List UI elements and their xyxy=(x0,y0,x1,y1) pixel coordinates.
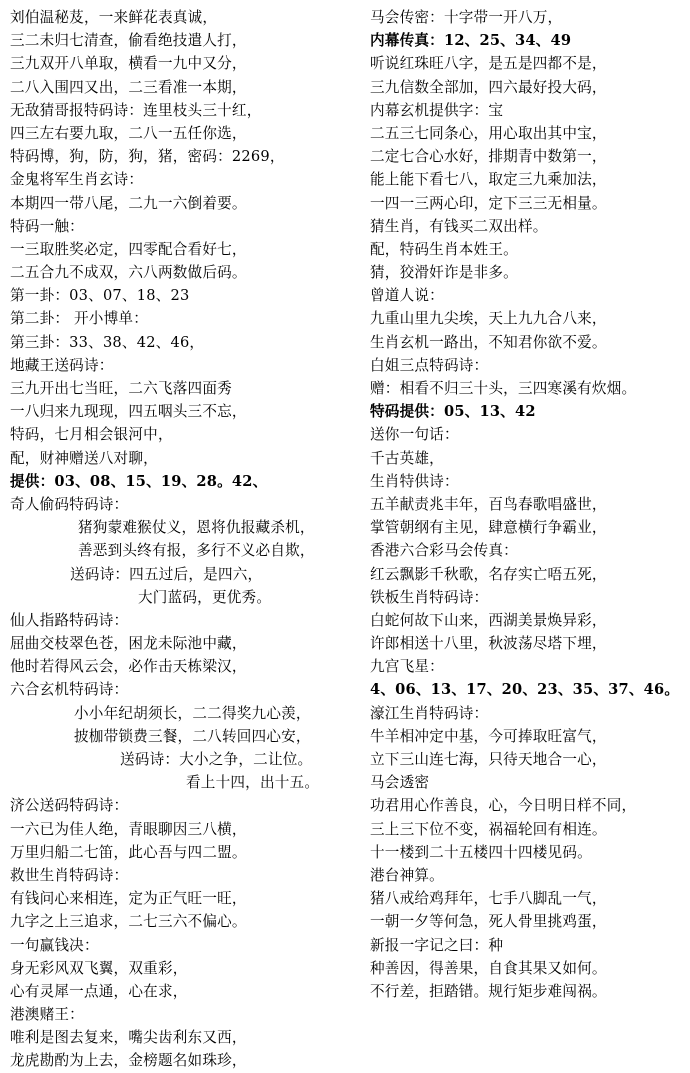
section-heading: 仙人指路特码诗： xyxy=(10,611,129,629)
section-heading: 濠江生肖特码诗： xyxy=(370,704,489,722)
text-line: 万里归船二七笛，此心吾与四二盟。 xyxy=(10,843,247,861)
section-heading: 金鬼将军生肖玄诗： xyxy=(10,171,144,189)
text-line: 特码博，狗，防，狗，猪，密码：2269， xyxy=(10,148,285,166)
text-line: 一四一三两心印，定下三三无相量。 xyxy=(370,194,607,212)
numbers-line: 内幕传真：12、25、34、49 xyxy=(370,32,572,50)
numbers-line: 提供：03、08、15、19、28。42、 xyxy=(10,472,268,490)
section-heading: 奇人偷码特码诗： xyxy=(10,495,129,513)
section-heading: 九宫飞星： xyxy=(370,658,444,676)
text-line: 看上十四，出十五。 xyxy=(186,774,320,792)
text-line: 配，财神赠送八对聊， xyxy=(10,449,158,467)
text-line: 九重山里九尖埃，天上九九合八来， xyxy=(370,310,607,328)
text-line: 他时若得风云会，必作击天栋梁汉， xyxy=(10,658,247,676)
text-line: 四三左右要九取，二八一五任你选， xyxy=(10,124,247,142)
text-line: 第二卦： 开小博单： xyxy=(10,310,148,328)
text-line: 刘伯温秘芨，一来鲜花表真诚， xyxy=(10,9,218,26)
text-line: 善恶到头终有报，多行不义必自欺， xyxy=(78,542,315,560)
section-heading: 生肖特供诗： xyxy=(370,472,459,490)
text-line: 猜生肖，有钱买二双出样。 xyxy=(370,217,548,235)
section-heading: 马会透密 xyxy=(370,774,430,792)
text-line: 新报一字记之曰：种 xyxy=(370,936,504,954)
section-heading: 铁板生肖特码诗： xyxy=(370,588,489,606)
text-line: 一朝一夕等何急，死人骨里挑鸡蛋， xyxy=(370,913,607,931)
text-line: 配，特码生肖本姓王。 xyxy=(370,240,518,258)
text-line: 特码，七月相会银河中， xyxy=(10,426,173,444)
numbers-line: 特码提供：05、13、42 xyxy=(370,403,536,421)
text-line: 三九双开八单取，横看一九中又分， xyxy=(10,55,247,73)
section-heading: 济公送码特码诗： xyxy=(10,797,129,815)
text-line: 猪八戒给鸡拜年，七手八脚乱一气， xyxy=(370,890,607,908)
text-line: 三二未归七清查，偷看绝技遣人打， xyxy=(10,32,247,50)
section-heading: 地藏王送码诗： xyxy=(10,356,114,374)
text-line: 本期四一带八尾，二九一六倒着要。 xyxy=(10,194,247,212)
text-line: 二八入围四又出，二三看准一本期， xyxy=(10,78,247,96)
text-line: 五羊献责兆丰年，百鸟春歌唱盛世， xyxy=(370,495,607,513)
text-line: 三九开出七当旺，二六飞落四面秀 xyxy=(10,380,232,397)
text-line: 马会传密：十字带一开八万， xyxy=(370,9,563,26)
section-heading: 救世生肖特码诗： xyxy=(10,866,129,884)
text-line: 送码诗：大小之争，二让位。 xyxy=(120,751,313,768)
section-heading: 白姐三点特码诗： xyxy=(370,356,489,374)
text-line: 二五合九不成双，六八两数做后码。 xyxy=(10,264,247,282)
text-line: 无敌猜哥报特码诗：连里枝头三十红， xyxy=(10,101,262,119)
text-line: 能上能下看七八，取定三九乘加法， xyxy=(370,171,607,189)
text-line: 红云飘影千秋歌，名存实亡唔五死， xyxy=(370,565,607,583)
section-heading: 六合玄机特码诗： xyxy=(10,681,129,699)
text-line: 送码诗：四五过后，是四六， xyxy=(70,565,263,583)
text-line: 十一楼到二十五楼四十四楼见码。 xyxy=(370,843,592,861)
text-line: 身无彩风双飞翼，双重彩， xyxy=(10,959,188,977)
text-line: 听说红珠旺八字，是五是四都不是， xyxy=(370,55,607,73)
text-line: 屈曲交枝翠色苍，困龙未际池中藏， xyxy=(10,635,247,653)
section-heading: 港澳赌王： xyxy=(10,1006,84,1024)
text-line: 三上三下位不变，祸福轮回有相连。 xyxy=(370,820,607,838)
text-line: 掌管朝纲有主见，肆意横行争霸业， xyxy=(370,519,607,537)
text-line: 心有灵犀一点通，心在求， xyxy=(10,982,188,1000)
text-line: 三九信数全部加，四六最好投大码， xyxy=(370,78,607,96)
text-line: 猪狗蒙难猴仗义，恩将仇报藏杀机， xyxy=(78,519,315,537)
text-line: 千古英雄， xyxy=(370,449,444,467)
text-line: 一六已为佳人绝，青眼聊因三八横， xyxy=(10,820,247,838)
right-text-column xyxy=(370,6,686,1003)
section-heading: 送你一句话： xyxy=(370,426,459,444)
section-heading: 特码一触： xyxy=(10,217,84,235)
section-heading: 香港六合彩马会传真： xyxy=(370,542,518,560)
text-line: 二五三七同条心，用心取出其中宝， xyxy=(370,124,607,142)
text-line: 猜，狡滑奸诈是非多。 xyxy=(370,264,518,282)
section-heading: 一句赢钱决： xyxy=(10,936,99,954)
text-line: 生肖玄机一路出，不知君你欲不爱。 xyxy=(370,333,607,351)
left-text-column xyxy=(10,6,362,1073)
text-line: 功君用心作善良，心，今日明日样不同， xyxy=(370,797,637,815)
text-line: 披枷带锁费三餐，二八转回四心安， xyxy=(74,727,311,745)
text-line: 立下三山连七海，只待天地合一心， xyxy=(370,751,607,768)
text-line: 有钱问心来相连，定为正气旺一旺， xyxy=(10,890,247,908)
text-line: 牛羊相冲定中基，今可捧取旺富气， xyxy=(370,727,607,745)
text-line: 许郎相送十八里，秋波荡尽塔下埋， xyxy=(370,635,607,653)
text-line: 第三卦：33、38、42、46， xyxy=(10,333,205,351)
text-line: 大门蓝码，更优秀。 xyxy=(138,588,272,606)
numbers-line: 4、06、13、17、20、23、35、37、46。 xyxy=(370,681,680,699)
section-heading: 曾道人说： xyxy=(370,287,444,305)
text-line: 小小年纪胡须长，二二得奖九心羡， xyxy=(74,704,311,722)
text-line: 二定七合心水好，排期青中数第一， xyxy=(370,148,607,166)
section-heading: 港台神算。 xyxy=(370,866,444,884)
text-line: 内幕玄机提供字：宝 xyxy=(370,101,504,119)
text-line: 九字之上三追求，二七三六不偏心。 xyxy=(10,913,247,931)
text-line: 第一卦：03、07、18、23 xyxy=(10,287,190,305)
text-line: 不行差，拒踏错。规行矩步难闯祸。 xyxy=(370,982,607,1000)
text-line: 唯利是图去复来，嘴尖齿利东又西， xyxy=(10,1029,247,1047)
text-line: 白蛇何故下山来，西湖美景焕异彩， xyxy=(370,611,607,629)
text-line: 赠：相看不归三十头，三四寒溪有炊烟。 xyxy=(370,380,637,397)
text-line: 一八归来九现现，四五咽头三不忘， xyxy=(10,403,247,421)
text-line: 一三取胜奖必定，四零配合看好七， xyxy=(10,240,247,258)
text-line: 种善因，得善果，自食其果又如何。 xyxy=(370,959,607,977)
text-line: 龙虎勘酌为上去，金榜题名如珠珍， xyxy=(10,1052,247,1070)
